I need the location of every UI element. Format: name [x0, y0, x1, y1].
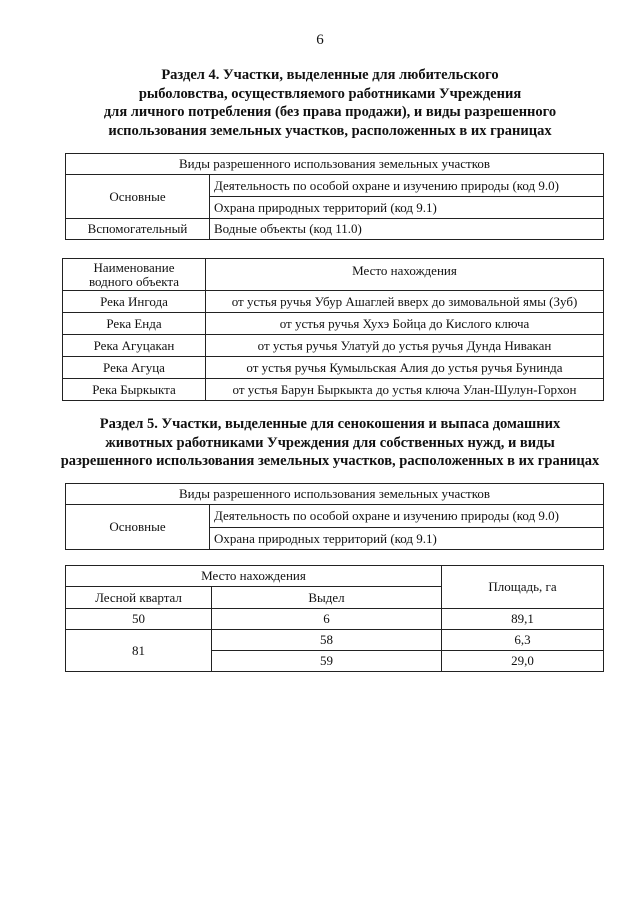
water-body-name-header-line: Наименование [93, 259, 175, 275]
plot-allotment: 6 [212, 609, 442, 630]
water-body-name: Река Ингода [63, 291, 206, 313]
land-use-main-item: Охрана природных территорий (код 9.1) [210, 197, 604, 219]
land-use-aux-item: Водные объекты (код 11.0) [210, 219, 604, 240]
land-use-header: Виды разрешенного использования земельных участков [66, 154, 604, 175]
land-use-header: Виды разрешенного использования земельных участков [66, 484, 604, 505]
plot-area: 6,3 [442, 630, 604, 651]
land-use-main-label: Основные [66, 175, 210, 219]
water-body-location: от устья ручья Хухэ Бойца до Кислого ключа [206, 313, 604, 335]
plots-table [65, 565, 604, 672]
section-5-title-line: животных работниками Учреждения для собственных нужд, и виды [105, 434, 555, 451]
land-use-main-item: Охрана природных территорий (код 9.1) [210, 528, 604, 550]
plot-allotment: 59 [212, 651, 442, 672]
water-body-name: Река Быркыкта [63, 379, 206, 401]
water-body-location: от устья ручья Кумыльская Алия до устья ручья Бунинда [206, 357, 604, 379]
plot-allotment: 58 [212, 630, 442, 651]
land-use-main-item: Деятельность по особой охране и изучению природы (код 9.0) [210, 175, 604, 197]
section-4-title-line: рыболовства, осуществляемого работниками Учреждения [138, 85, 522, 102]
water-body-location: от устья ручья Улатуй до устья ручья Дунда Нивакан [206, 335, 604, 357]
plot-allotment-header: Выдел [212, 587, 442, 609]
water-body-location-header: Место нахождения [206, 259, 604, 291]
water-body-name-header [63, 259, 206, 291]
water-bodies-table [62, 258, 604, 401]
plot-area: 29,0 [442, 651, 604, 672]
plot-location-header: Место нахождения [66, 566, 442, 587]
water-body-name: Река Агуца [63, 357, 206, 379]
section-4-land-use-table [65, 153, 604, 240]
page-number: 6 [316, 32, 324, 48]
section-5-land-use-table [65, 483, 604, 550]
plot-quarter: 81 [66, 630, 212, 672]
land-use-aux-label: Вспомогательный [66, 219, 210, 240]
plot-quarter: 50 [66, 609, 212, 630]
water-body-location: от устья Барун Быркыкта до устья ключа Улан-Шулун-Горхон [206, 379, 604, 401]
section-4-title-line: использования земельных участков, расположенных в их границах [108, 122, 552, 139]
land-use-main-item: Деятельность по особой охране и изучению природы (код 9.0) [210, 505, 604, 528]
section-4-title-line: Раздел 4. Участки, выделенные для любительского [161, 67, 499, 83]
section-5-title-line: разрешенного использования земельных участков, расположенных в их границах [60, 453, 600, 469]
water-body-location: от устья ручья Убур Ашаглей вверх до зимовальной ямы (Зуб) [206, 291, 604, 313]
plot-quarter-header: Лесной квартал [66, 587, 212, 609]
plot-area-header: Площадь, га [442, 566, 604, 609]
section-4-title-line: для личного потребления (без права продажи), и виды разрешенного [103, 104, 557, 120]
plot-area: 89,1 [442, 609, 604, 630]
section-5-title [40, 415, 620, 471]
water-body-name-header-line: водного объекта [88, 273, 180, 289]
section-5-title-line: Раздел 5. Участки, выделенные для сенокошения и выпаса домашних [99, 416, 561, 432]
land-use-main-label: Основные [66, 505, 210, 550]
water-body-name: Река Енда [63, 313, 206, 335]
water-body-name: Река Агуцакан [63, 335, 206, 357]
section-4-title [40, 66, 620, 140]
